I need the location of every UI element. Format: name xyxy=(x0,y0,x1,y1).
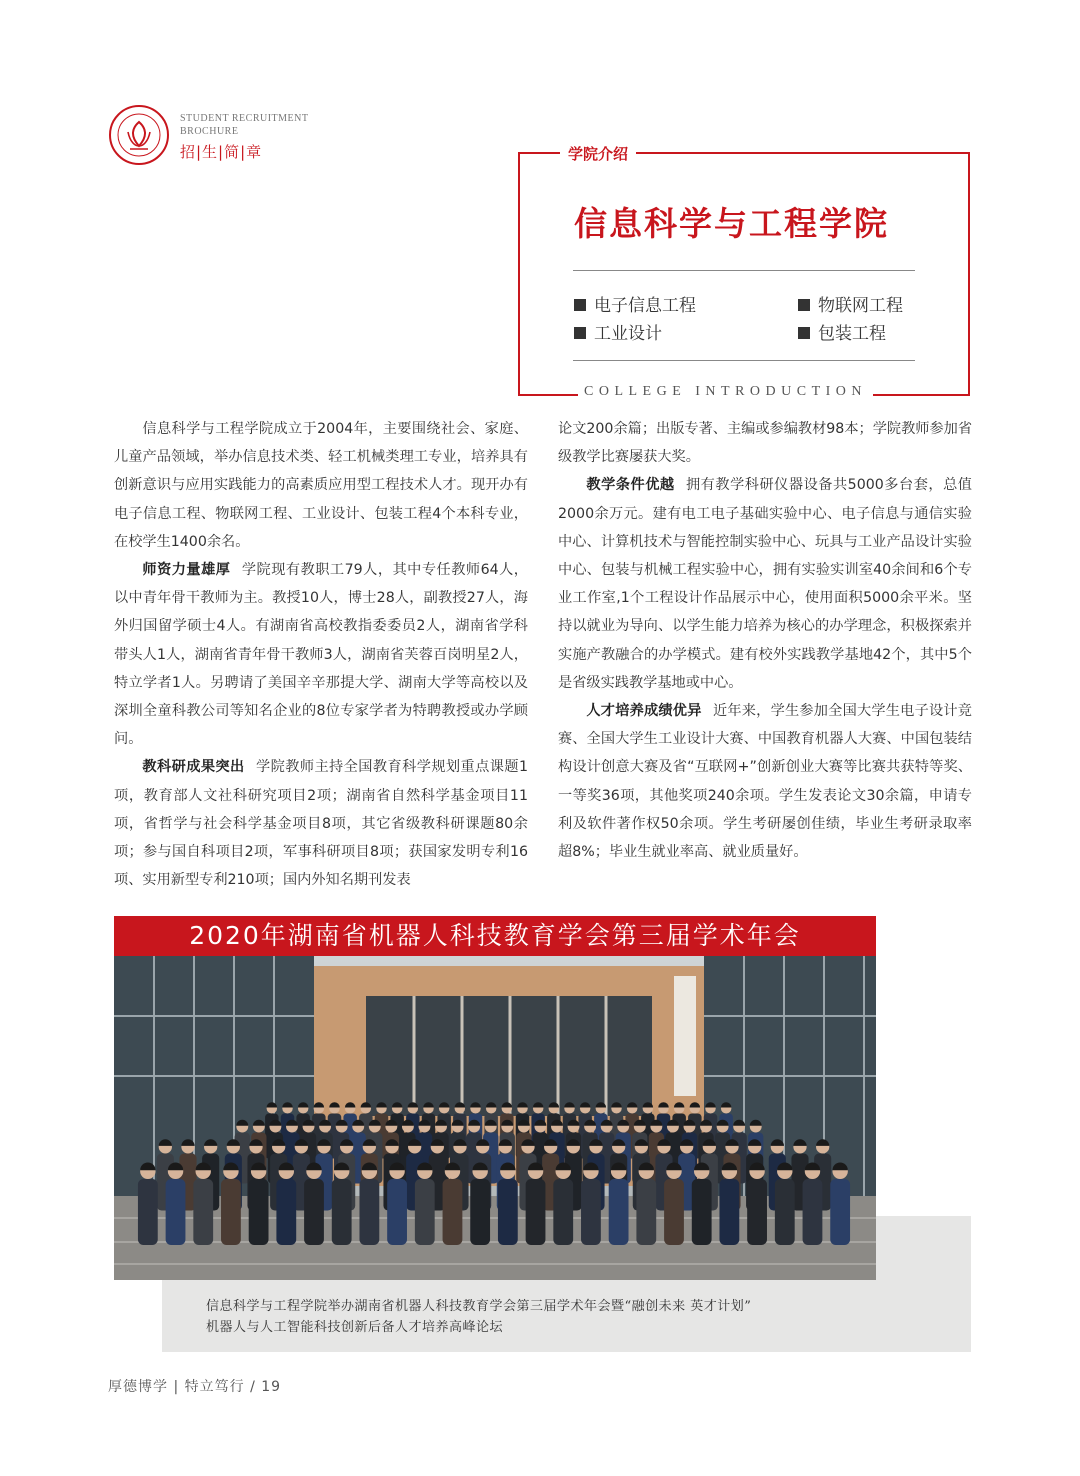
person-figure xyxy=(221,1179,241,1245)
person-figure xyxy=(193,1179,213,1245)
brochure-en-line1: STUDENT RECRUITMENT xyxy=(180,113,309,124)
person-figure xyxy=(553,1179,573,1245)
person-figure xyxy=(719,1179,739,1245)
caption-line-2: 机器人与人工智能科技创新后备人才培养高峰论坛 xyxy=(206,1320,504,1335)
major-item xyxy=(574,319,662,344)
paragraph-faculty xyxy=(114,556,528,753)
article-column-right xyxy=(558,415,972,866)
square-bullet-icon xyxy=(574,299,586,311)
person-figure xyxy=(692,1179,712,1245)
person-figure xyxy=(138,1179,158,1245)
major-item xyxy=(798,291,903,316)
person-figure xyxy=(664,1179,684,1245)
person-figure xyxy=(276,1179,296,1245)
person-figure xyxy=(526,1179,546,1245)
college-name-heading: 信息科学与工程学院 xyxy=(574,204,889,243)
divider-bottom xyxy=(573,360,915,361)
brochure-chinese-title: 招|生|简|章 xyxy=(180,143,263,161)
photo-caption xyxy=(206,1296,926,1338)
divider-top xyxy=(573,270,915,271)
major-label: 物联网工程 xyxy=(818,296,903,316)
research-text: 学院教师主持全国教育科学规划重点课题1项，教育部人文社科研究项目2项；湖南省自然科学基金项目11项，省哲学与社会科学基金项目8项，其它省级教科研课题80余项；参与国自科项目2项，军事科研项目8项；获国家发明专利16项、实用新型专利210项；国内外知名期刊发表 xyxy=(114,759,528,889)
person-figure xyxy=(498,1179,518,1245)
person-figure xyxy=(581,1179,601,1245)
person-figure xyxy=(803,1179,823,1245)
group-photo xyxy=(114,916,876,1280)
talent-text: 近年来，学生参加全国大学生电子设计竞赛、全国大学生工业设计大赛、中国教育机器人大赛、中国包装结构设计创意大赛及省“互联网+”创新创业大赛等比赛共获特等奖、一等奖36项，其他奖项240余项。学生发表论文30余篇，申请专利及软件著作权50余项。学生考研屡创佳绩，毕业生考研录取率超8%；毕业生就业率高、就业质量好。 xyxy=(558,703,972,861)
paragraph-research-continued: 论文200余篇；出版专著、主编或参编教材98本；学院教师参加省级教学比赛屡获大奖。 xyxy=(558,421,973,466)
person-figure xyxy=(636,1179,656,1245)
paragraph-conditions xyxy=(558,471,972,697)
square-bullet-icon xyxy=(574,327,586,339)
talent-heading: 人才培养成绩优异 xyxy=(586,703,702,720)
conditions-heading: 教学条件优越 xyxy=(586,477,675,494)
person-figure xyxy=(470,1179,490,1245)
group-photo-scene xyxy=(114,956,876,1280)
person-figure xyxy=(830,1179,850,1245)
article-column-left xyxy=(114,415,528,894)
research-heading: 教科研成果突出 xyxy=(142,759,245,776)
brochure-english-title xyxy=(180,112,308,138)
major-label: 包装工程 xyxy=(818,324,886,344)
major-label: 工业设计 xyxy=(594,324,662,344)
person-figure xyxy=(249,1179,269,1245)
person-figure xyxy=(166,1179,186,1245)
caption-line-1: 信息科学与工程学院举办湖南省机器人科技教育学会第三届学术年会暨“融创未来 英才计划” xyxy=(206,1299,752,1314)
square-bullet-icon xyxy=(798,299,810,311)
person-figure xyxy=(609,1179,629,1245)
person-figure xyxy=(332,1179,352,1245)
university-seal-logo xyxy=(108,104,170,166)
conditions-text: 拥有教学科研仪器设备共5000多台套，总值2000余万元。建有电工电子基础实验中心、电子信息与通信实验中心、计算机技术与智能控制实验中心、玩具与工业产品设计实验中心、包装与机械工程实验中心，拥有实验实训室40余间和6个专业工作室,1个工程设计作品展示中心，使用面积5000余平米。坚持以就业为导向、以学生能力培养为核心的办学理念，积极探索并实施产教融合的办学模式。建有校外实践教学基地42个，其中5个是省级实践教学基地或中心。 xyxy=(558,477,972,691)
college-introduction-en: COLLEGE INTRODUCTION xyxy=(578,384,873,400)
person-figure xyxy=(304,1179,324,1245)
person-figure xyxy=(387,1179,407,1245)
major-label: 电子信息工程 xyxy=(594,296,696,316)
person-figure xyxy=(415,1179,435,1245)
major-item xyxy=(798,319,886,344)
person-figure xyxy=(359,1179,379,1245)
photo-banner-title: 2020年湖南省机器人科技教育学会第三届学术年会 xyxy=(114,916,876,956)
section-tag: 学院介绍 xyxy=(560,143,636,164)
paragraph-intro: 信息科学与工程学院成立于2004年，主要围绕社会、家庭、儿童产品领域，举办信息技术类、轻工机械类理工专业，培养具有创新意识与应用实践能力的高素质应用型工程技术人才。现开办有电子信息工程、物联网工程、工业设计、包装工程4个本科专业，在校学生1400余名。 xyxy=(114,421,528,550)
faculty-heading: 师资力量雄厚 xyxy=(142,562,231,579)
faculty-text: 学院现有教职工79人，其中专任教师64人，以中青年骨干教师为主。教授10人，博士28人，副教授27人，海外归国留学硕士4人。有湖南省高校教指委委员2人，湖南省学科带头人1人，湖南省青年骨干教师3人，湖南省芙蓉百岗明星2人，特立学者1人。另聘请了美国辛辛那提大学、湖南大学等高校以及深圳全童科教公司等知名企业的8位专家学者为特聘教授或办学顾问。 xyxy=(114,562,528,748)
paragraph-research xyxy=(114,753,528,894)
brochure-en-line2: BROCHURE xyxy=(180,126,239,137)
person-figure xyxy=(443,1179,463,1245)
person-figure xyxy=(775,1179,795,1245)
paragraph-talent xyxy=(558,697,972,866)
square-bullet-icon xyxy=(798,327,810,339)
person-figure xyxy=(747,1179,767,1245)
major-item xyxy=(574,291,696,316)
page-footer: 厚德博学 | 特立笃行 / 19 xyxy=(108,1379,282,1395)
